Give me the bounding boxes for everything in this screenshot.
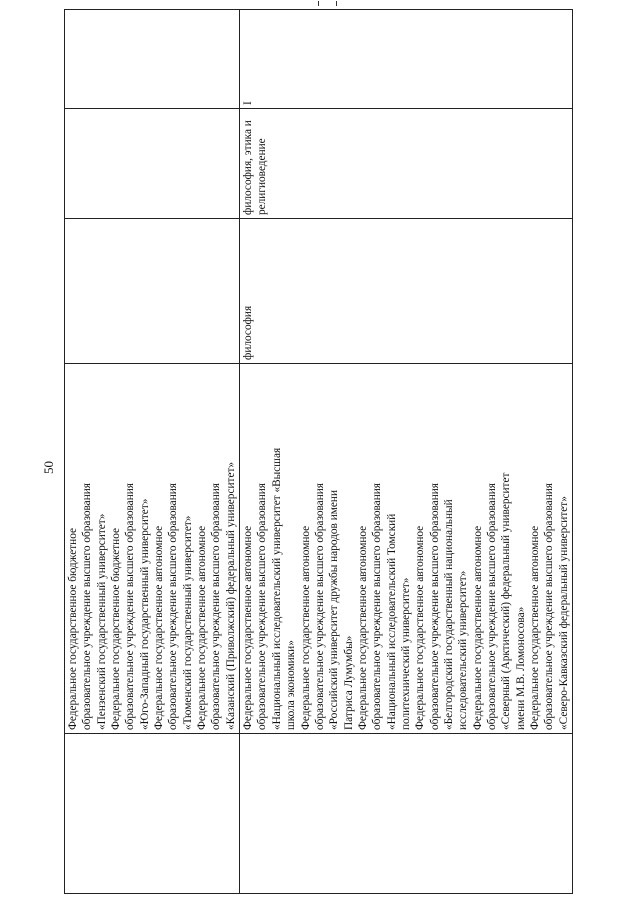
organization-line: исследовательский университет» <box>457 570 470 730</box>
organization-line: Федеральное государственное бюджетное <box>67 527 79 730</box>
direction-cell: философия <box>240 219 573 364</box>
subject-cell: философия, этика и религиоведение <box>240 109 573 219</box>
organization-line: Федеральное государственное автономное <box>414 525 427 730</box>
page-number: 50 <box>41 461 56 474</box>
organization-line: образовательное учреждение высшего образования <box>428 483 441 730</box>
organization-line: политехнический университет» <box>399 577 412 730</box>
direction-cell <box>65 219 240 364</box>
organizations-cell <box>240 364 573 734</box>
organization-line: Федеральное государственное автономное <box>529 525 541 730</box>
organization-line: образовательное учреждение высшего образования <box>371 483 384 730</box>
organization-line: Федеральное государственное автономное <box>356 525 369 730</box>
organization-line: Федеральное государственное автономное <box>471 525 484 730</box>
organization-line: Федеральное государственное автономное <box>196 525 209 730</box>
organization-line: образовательное учреждение высшего образования <box>81 483 94 730</box>
organization-line: «Казанский (Приволжский) федеральный университет» <box>224 461 237 730</box>
table-cell-empty <box>240 734 573 894</box>
scan-speck <box>318 1 319 6</box>
organization-line: «Северо-Кавказский федеральный университет» <box>557 496 570 730</box>
organization-line: образовательное учреждение высшего образования <box>485 483 498 730</box>
organizations-list <box>241 367 571 730</box>
scan-speck <box>336 1 337 6</box>
organization-line: «Российский университет дружбы народов имени <box>328 489 341 730</box>
olympiad-table <box>64 9 573 894</box>
organization-line: «Национальный исследовательский Томский <box>385 513 398 730</box>
mark-cell <box>65 10 240 109</box>
subject-cell <box>65 109 240 219</box>
organizations-list <box>66 367 238 730</box>
organization-line: Федеральное государственное автономное <box>242 525 255 730</box>
organization-line: Федеральное государственное автономное <box>299 525 312 730</box>
organization-line: «Белгородский государственный национальный <box>442 499 455 730</box>
organization-line: «Северный (Арктический) федеральный университет <box>500 472 513 730</box>
organization-line: имени М.В. Ломоносова» <box>514 606 527 730</box>
organization-line: образовательное учреждение высшего образования <box>256 483 269 730</box>
organization-line: образовательное учреждение высшего образования <box>167 483 180 730</box>
organization-line: Федеральное государственное автономное <box>153 525 166 730</box>
organization-line: «Пензенский государственный университет» <box>95 513 108 730</box>
table-row <box>65 10 240 894</box>
organization-line: образовательное учреждение высшего образования <box>543 483 556 730</box>
organization-line: «Юго-Западный государственный университет» <box>138 498 151 730</box>
table-row <box>240 10 573 894</box>
mark-cell: I <box>240 10 573 109</box>
organization-line: образовательное учреждение высшего образования <box>124 483 137 730</box>
organization-line: образовательное учреждение высшего образования <box>210 483 223 730</box>
organization-line: Патриса Лумумбы» <box>342 635 355 730</box>
organization-line: «Национальный исследовательский университет «Высшая <box>270 447 283 730</box>
organization-line: Федеральное государственное бюджетное <box>110 527 123 730</box>
organizations-cell <box>65 364 240 734</box>
organization-line: «Тюменский государственный университет» <box>181 515 194 730</box>
organization-line: школа экономики» <box>285 640 298 730</box>
table-cell-empty <box>65 734 240 894</box>
organization-line: образовательное учреждение высшего образования <box>313 483 326 730</box>
